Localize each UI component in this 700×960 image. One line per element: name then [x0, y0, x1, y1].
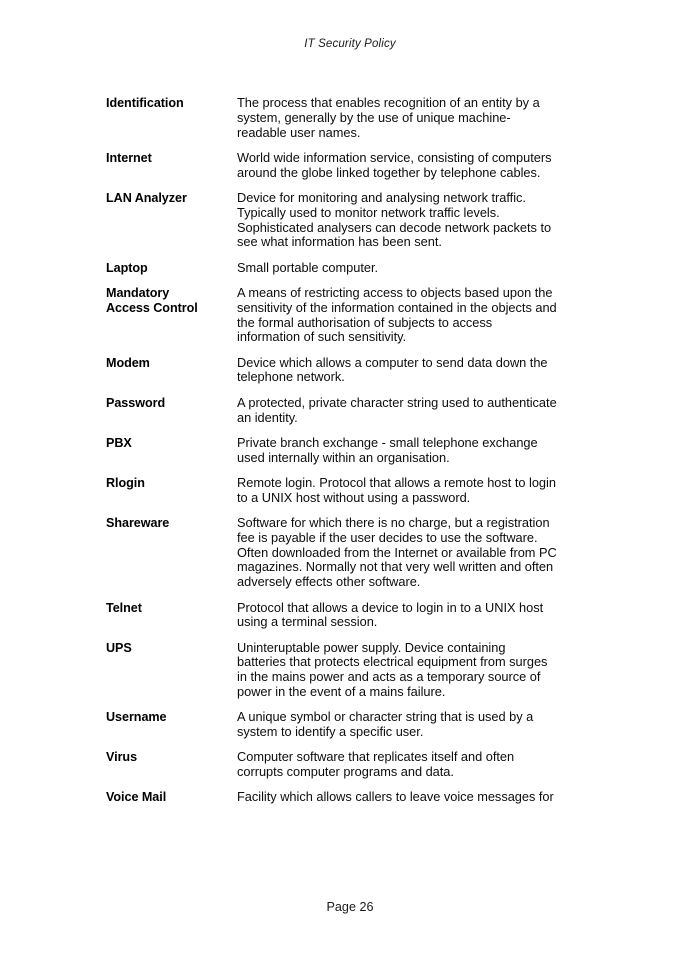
glossary-definition-line: information of such sensitivity. — [237, 329, 407, 345]
glossary-entry — [106, 476, 594, 506]
glossary-definition-line: Facility which allows callers to leave voice messages for — [237, 789, 554, 805]
glossary-entry — [106, 710, 594, 740]
glossary-term — [106, 790, 237, 805]
glossary-term — [106, 356, 237, 371]
glossary-entry — [106, 286, 594, 345]
glossary-definition — [237, 261, 594, 276]
glossary-definition-line: A protected, private character string used to authenticate — [237, 394, 557, 410]
glossary-definition-line: an identity. — [237, 409, 298, 425]
glossary-term — [106, 261, 237, 276]
glossary-term — [106, 191, 237, 206]
glossary-definition-line: readable user names. — [237, 124, 361, 140]
glossary-definition — [237, 191, 594, 250]
glossary-term — [106, 601, 237, 616]
glossary-term-line: Virus — [106, 750, 138, 765]
glossary-term-line: Modem — [106, 355, 150, 370]
glossary-definition-line: magazines. Normally not that very well written and often — [237, 559, 554, 575]
glossary-definition-line: sensitivity of the information contained in the objects and — [237, 299, 557, 315]
glossary-definition — [237, 286, 594, 345]
glossary-entry — [106, 750, 594, 780]
page-number-footer: Page 26 — [326, 900, 374, 914]
glossary-term — [106, 151, 237, 166]
glossary-definition-line: Uninteruptable power supply. Device containing — [237, 639, 506, 655]
glossary-term-line: Username — [106, 710, 167, 725]
glossary-definition — [237, 790, 594, 805]
glossary-term — [106, 396, 237, 411]
glossary-definition-line: using a terminal session. — [237, 614, 378, 630]
glossary-term-line: Telnet — [106, 600, 142, 615]
glossary-entry — [106, 191, 594, 250]
glossary-term — [106, 436, 237, 451]
glossary-definition-line: corrupts computer programs and data. — [237, 764, 454, 780]
glossary-entry — [106, 151, 594, 181]
glossary-definition-line: Private branch exchange - small telephone exchange — [237, 434, 538, 450]
glossary-definition — [237, 436, 594, 466]
glossary-definition-line: Computer software that replicates itself and often — [237, 749, 515, 765]
glossary-definition-line: batteries that protects electrical equipment from surges — [237, 654, 548, 670]
glossary-definition-line: see what information has been sent. — [237, 234, 442, 250]
glossary-definition-line: World wide information service, consisting of computers — [237, 149, 552, 165]
glossary-definition-line: Typically used to monitor network traffic levels. — [237, 204, 500, 220]
glossary-entry — [106, 396, 594, 426]
glossary-definition-line: power in the event of a mains failure. — [237, 684, 446, 699]
glossary-definition-line: Device which allows a computer to send data down the — [237, 354, 548, 370]
glossary-definition — [237, 641, 594, 700]
glossary-definition — [237, 710, 594, 740]
glossary-entry — [106, 516, 594, 590]
glossary-definition-line: Sophisticated analysers can decode network packets to — [237, 219, 552, 235]
glossary-definition-line: A unique symbol or character string that is used by a — [237, 709, 534, 725]
glossary-term-line: Password — [106, 395, 166, 410]
glossary-term — [106, 710, 237, 725]
glossary-term — [106, 641, 237, 656]
glossary-definition-line: Often downloaded from the Internet or available from PC — [237, 544, 557, 560]
glossary-definition — [237, 516, 594, 590]
glossary-term-line: UPS — [106, 640, 132, 655]
glossary-definition-line: telephone network. — [237, 369, 345, 385]
document-header: IT Security Policy — [304, 38, 396, 50]
glossary-definition-line: fee is payable if the user decides to use the software. — [237, 529, 538, 545]
glossary-term-line: Mandatory — [106, 285, 170, 300]
glossary-definition-line: A means of restricting access to objects based upon the — [237, 284, 553, 300]
glossary-definition-line: used internally within an organisation. — [237, 449, 450, 465]
glossary-definition-line: Protocol that allows a device to login in to a UNIX host — [237, 599, 544, 615]
glossary-list — [106, 96, 594, 816]
glossary-definition-line: the formal authorisation of subjects to access — [237, 314, 493, 330]
glossary-term-line: Rlogin — [106, 475, 145, 490]
glossary-term-line: LAN Analyzer — [106, 190, 187, 205]
glossary-definition-line: The process that enables recognition of an entity by a — [237, 95, 540, 110]
glossary-definition-line: in the mains power and acts as a temporary source of — [237, 669, 541, 685]
glossary-definition — [237, 750, 594, 780]
glossary-term — [106, 516, 237, 531]
glossary-entry — [106, 641, 594, 700]
glossary-term — [106, 476, 237, 491]
glossary-definition — [237, 356, 594, 386]
glossary-definition-line: Small portable computer. — [237, 259, 379, 275]
glossary-definition — [237, 96, 594, 140]
glossary-definition-line: system, generally by the use of unique machine- — [237, 109, 511, 125]
glossary-definition-line: adversely effects other software. — [237, 574, 421, 590]
glossary-term-line: Access Control — [106, 300, 198, 315]
glossary-definition-line: Device for monitoring and analysing network traffic. — [237, 189, 526, 205]
glossary-definition-line: system to identify a specific user. — [237, 724, 424, 740]
glossary-term-line: Shareware — [106, 516, 170, 531]
glossary-term-line: Identification — [106, 96, 184, 110]
glossary-entry — [106, 96, 594, 140]
glossary-definition — [237, 476, 594, 506]
glossary-definition — [237, 151, 594, 181]
glossary-entry — [106, 790, 594, 805]
glossary-definition-line: to a UNIX host without using a password. — [237, 489, 471, 505]
glossary-term-line: Voice Mail — [106, 790, 167, 805]
glossary-definition-line: Remote login. Protocol that allows a remote host to login — [237, 474, 556, 490]
glossary-term-line: PBX — [106, 435, 132, 450]
glossary-definition-line: around the globe linked together by telephone cables. — [237, 164, 541, 180]
glossary-definition — [237, 601, 594, 631]
glossary-definition-line: Software for which there is no charge, but a registration — [237, 515, 550, 531]
glossary-term — [106, 96, 237, 111]
glossary-term — [106, 750, 237, 765]
glossary-entry — [106, 356, 594, 386]
glossary-term-line: Laptop — [106, 260, 148, 275]
glossary-entry — [106, 601, 594, 631]
glossary-term-line: Internet — [106, 150, 152, 165]
glossary-definition — [237, 396, 594, 426]
glossary-entry — [106, 261, 594, 276]
glossary-term — [106, 286, 237, 316]
glossary-entry — [106, 436, 594, 466]
